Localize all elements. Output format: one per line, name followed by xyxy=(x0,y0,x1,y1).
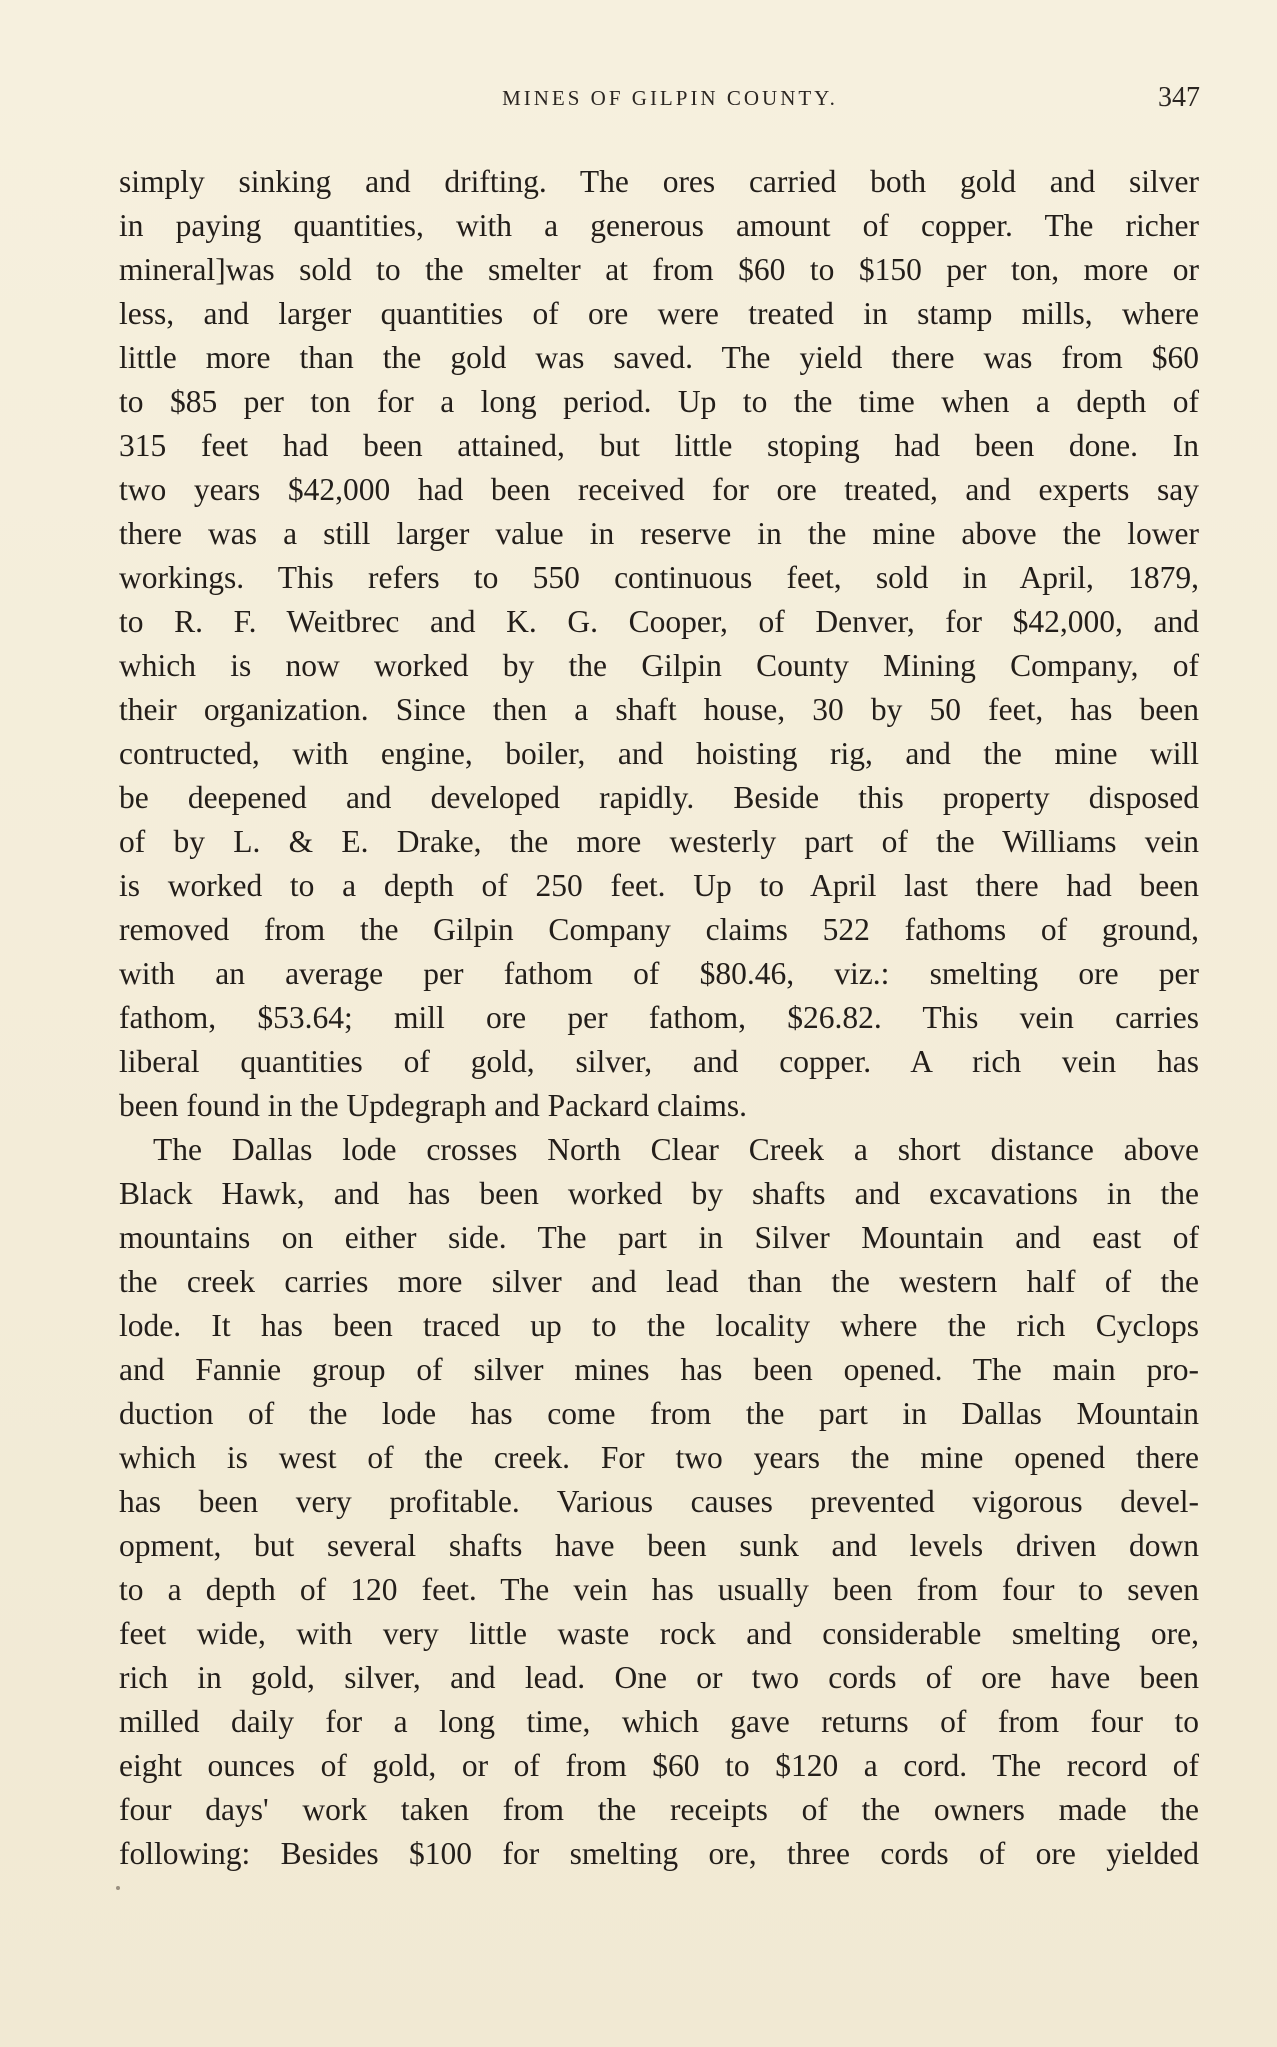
text-line: two years $42,000 had been received for ore treated, and experts say xyxy=(119,472,1199,507)
text-line: rich in gold, silver, and lead. One or two cords of ore have been xyxy=(119,1660,1199,1695)
text-line: there was a still larger value in reserve in the mine above the lower xyxy=(119,516,1199,551)
text-line: in paying quantities, with a generous amount of copper. The richer xyxy=(119,208,1199,243)
text-line: which is now worked by the Gilpin County Mining Company, of xyxy=(119,648,1199,683)
text-line: to $85 per ton for a long period. Up to the time when a depth of xyxy=(119,384,1199,419)
text-line: the creek carries more silver and lead than the western half of the xyxy=(119,1264,1199,1299)
text-line: which is west of the creek. For two years the mine opened there xyxy=(119,1440,1199,1475)
page-number: 347 xyxy=(1158,82,1200,113)
text-line: fathom, $53.64; mill ore per fathom, $26.82. This vein carries xyxy=(119,1000,1199,1035)
text-line: removed from the Gilpin Company claims 522 fathoms of ground, xyxy=(119,912,1199,947)
text-line: simply sinking and drifting. The ores carried both gold and silver xyxy=(119,164,1199,199)
text-line: Black Hawk, and has been worked by shafts and excavations in the xyxy=(119,1176,1199,1211)
text-line: been found in the Updegraph and Packard claims. xyxy=(119,1088,748,1123)
text-line: is worked to a depth of 250 feet. Up to April last there had been xyxy=(119,868,1199,903)
text-line: following: Besides $100 for smelting ore, three cords of ore yielded xyxy=(119,1836,1199,1871)
text-line: be deepened and developed rapidly. Beside this property disposed xyxy=(119,780,1199,815)
text-line: mountains on either side. The part in Silver Mountain and east of xyxy=(119,1220,1199,1255)
text-line: has been very profitable. Various causes prevented vigorous devel- xyxy=(119,1484,1199,1519)
text-line: liberal quantities of gold, silver, and copper. A rich vein has xyxy=(119,1044,1199,1079)
text-line: mineral]was sold to the smelter at from $60 to $150 per ton, more or xyxy=(119,252,1199,287)
text-line: feet wide, with very little waste rock and considerable smelting ore, xyxy=(119,1616,1199,1651)
text-line: their organization. Since then a shaft house, 30 by 50 feet, has been xyxy=(119,692,1199,727)
text-line: eight ounces of gold, or of from $60 to $120 a cord. The record of xyxy=(119,1748,1199,1783)
text-line: of by L. & E. Drake, the more westerly part of the Williams vein xyxy=(119,824,1199,859)
paragraph-1 xyxy=(119,160,1199,1128)
text-line: to R. F. Weitbrec and K. G. Cooper, of Denver, for $42,000, and xyxy=(119,604,1199,639)
text-line: 315 feet had been attained, but little stoping had been done. In xyxy=(119,428,1199,463)
text-line: less, and larger quantities of ore were treated in stamp mills, where xyxy=(119,296,1199,331)
paper-speck xyxy=(116,1886,120,1890)
page-header xyxy=(120,82,1200,122)
text-line: workings. This refers to 550 continuous feet, sold in April, 1879, xyxy=(119,560,1199,595)
text-line: opment, but several shafts have been sunk and levels driven down xyxy=(119,1528,1199,1563)
text-line: and Fannie group of silver mines has been opened. The main pro- xyxy=(119,1352,1199,1387)
text-line: lode. It has been traced up to the locality where the rich Cyclops xyxy=(119,1308,1199,1343)
text-line: little more than the gold was saved. The yield there was from $60 xyxy=(119,340,1199,375)
text-line: four days' work taken from the receipts of the owners made the xyxy=(119,1792,1199,1827)
body-text xyxy=(119,160,1199,1876)
text-line: The Dallas lode crosses North Clear Creek a short distance above xyxy=(153,1132,1199,1167)
running-head: MINES OF GILPIN COUNTY. xyxy=(502,86,838,110)
text-line: contructed, with engine, boiler, and hoisting rig, and the mine will xyxy=(119,736,1199,771)
text-line: milled daily for a long time, which gave returns of from four to xyxy=(119,1704,1199,1739)
text-line: with an average per fathom of $80.46, viz.: smelting ore per xyxy=(119,956,1199,991)
text-line: duction of the lode has come from the part in Dallas Mountain xyxy=(119,1396,1199,1431)
text-line: to a depth of 120 feet. The vein has usually been from four to seven xyxy=(119,1572,1199,1607)
paragraph-2 xyxy=(119,1128,1199,1876)
